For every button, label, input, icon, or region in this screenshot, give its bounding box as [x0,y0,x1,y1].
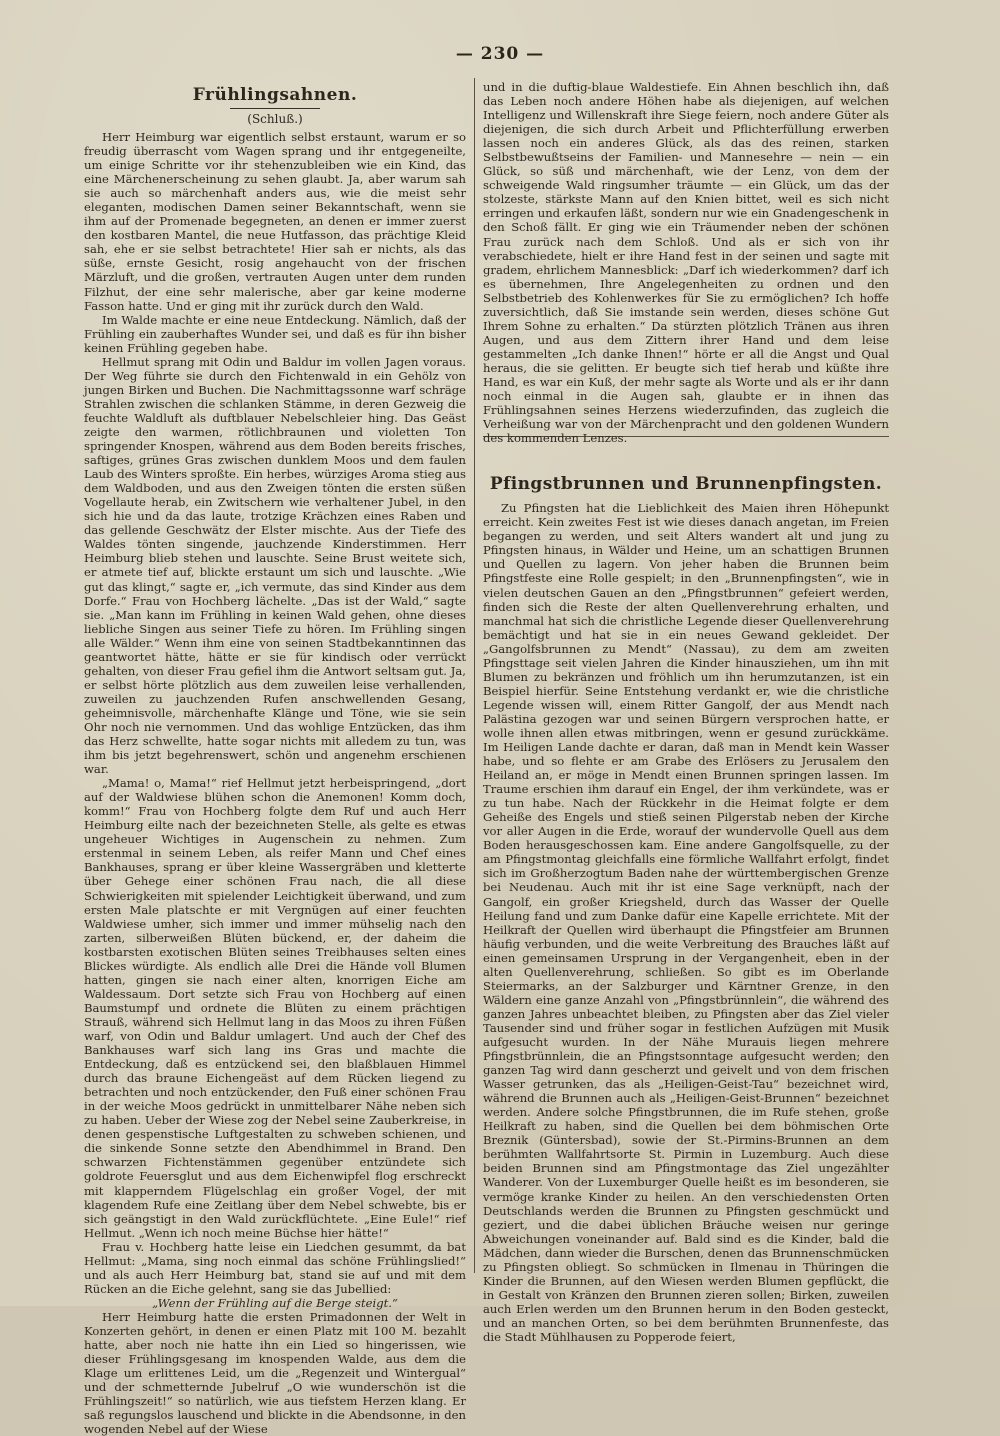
page-number: — 230 — [455,44,545,64]
paragraph-continuation: und in die duftig-blaue Waldestiefe. Ein Ahnen beschlich ihn, daß das Leben noch andere Höhen habe als diejenigen, auf welchen Intelligenz und Willenskraft ihre Siege feiern, noch andere Güter als diejenigen, die sich durch Arbeit und Pflichterfüllung erwerben lassen noch ein anderes Glück, als das des reinen, starken Selbstbewußtseins der Familien- und Mannesehre — nein — ein Glück, so süß und märchenhaft, wie der Lenz, von dem der schweigende Wald ringsumher träumte — ein Glück, um das der stolzeste, stärkste Mann auf den Knien bittet, weil es sich nicht erringen und erkaufen läßt, sondern nur wie ein Gnadengeschenk in den Schoß fällt. Er ging wie ein Träumender neben der schönen Frau zurück nach dem Schloß. Und als er sich von ihr verabschiedete, hielt er ihre Hand fest in der seinen und sagte mit gradem, ehrlichem Mannesblick: „Darf ich wiederkommen? darf ich es übernehmen, Ihre Angelegenheiten zu ordnen und den Selbstbetrieb des Kohlenwerkes für Sie zu ermöglichen? Ich hoffe zuversichtlich, daß Sie imstande sein werden, dieses schöne Gut Ihrem Sohne zu erhalten.“ Da stürzten plötzlich Tränen aus ihren Augen, und aus dem Zittern ihrer Hand und dem leise gestammelten „Ich danke Ihnen!“ hörte er all die Angst und Qual heraus, die sie gelitten. Er beugte sich tief herab und küßte ihre Hand, es war ein Kuß, der mehr sagte als Worte und als er ihr dann noch einmal in die Augen sah, glaubte er in ihnen das Frühlingsahnen seines Herzens wiederzufinden, das zugleich die Verheißung war von der Märchenpracht und den goldenen Wundern des kommenden Lenzes. [483,80,889,446]
song-verse: „Wenn der Frühling auf die Berge steigt.“ [152,1295,398,1310]
paragraph: Im Walde machte er eine neue Entdeckung. Nämlich, daß der Frühling ein zauberhaftes Wunder sei, und daß es für ihn bisher keinen Frühling gegeben habe. [84,312,466,355]
paragraph: Herr Heimburg war eigentlich selbst erstaunt, warum er so freudig überrascht vom Wagen sprang und ihr entgegeneilte, um einige Schritte vor ihr stehenzubleiben wie ein Kind, das eine Märchenerscheinung zu sehen glaubt. Ja, aber warum sah sie auch so märchenhaft anders aus, wie die meist sehr eleganten, modischen Damen seiner Bekanntschaft, wenn sie ihm auf der Promenade begegneten, an denen er immer zuerst den kostbaren Mantel, die neue Hutfasson, das prächtige Kleid sah, ehe er sie selbst betrachtete! Hier sah er nichts, als das süße, ernste Gesicht, rosig angehaucht von der frischen Märzluft, und die großen, vertrauten Augen unter dem runden Filzhut, der eine sehr malerische, aber gar keine moderne Fasson hatte. Und er ging mit ihr zurück durch den Wald. [84,130,466,313]
right-column [483,80,889,1344]
article-subtitle: (Schluß.) [247,112,303,126]
paragraph: Zu Pfingsten hat die Lieblichkeit des Maien ihren Höhepunkt erreicht. Kein zweites Fest ist wie dieses danach angetan, im Freien begangen zu werden, und seit Alters wandert alt und jung zu Pfingsten hinaus, in Wälder und Heine, um an schattigen Brunnen und Quellen zu lagern. Von jeher haben die Brunnen beim Pfingstfeste eine Rolle gespielt; in den „Brunnenpfingsten“, wie in vielen deutschen Gauen an den „Pfingstbrunnen“ gefeiert werden, finden sich die Reste der alten Quellenverehrung erhalten, und manchmal hat sich die christliche Legende dieser Quellenverehrung bemächtigt und hat sie in ein neues Gewand gekleidet. Der „Gangolfsbrunnen zu Mendt“ (Nassau), zu dem am zweiten Pfingsttage seit vielen Jahren die Kinder hinausziehen, um ihn mit Blumen zu bekränzen und fröhlich um ihn herumzutanzen, ist ein Beispiel hierfür. Seine Entstehung verdankt er, wie die christliche Legende wissen will, einem Ritter Gangolf, der aus Mendt nach Palästina gezogen war und seinen Bürgern versprochen hatte, er wolle ihnen allen etwas mitbringen, wenn er gesund zurückkäme. Im Heiligen Lande dachte er daran, daß man in Mendt kein Wasser habe, und so flehte er am Grabe des Erlösers zu Jerusalem den Heiland an, er möge in Mendt einen Brunnen springen lassen. Im Traume erschien ihm darauf ein Engel, der ihm verkündete, was er zu tun habe. Nach der Rückkehr in die Heimat folgte er dem Geheiße des Engels und stieß seinen Pilgerstab neben der Kirche vor aller Augen in die Erde, worauf der wundervolle Quell aus dem Boden herausgeschossen kam. Eine andere Gangolfsquelle, zu der am Pfingstmontag gleichfalls eine förmliche Wallfahrt erfolgt, findet sich im Großherzogtum Baden nahe der württembergischen Grenze bei Neudenau. Auch mit ihr ist eine Sage verknüpft, nach der Gangolf, ein großer Kriegsheld, durch das Wasser der Quelle Heilung fand und zum Danke dafür eine Kapelle errichtete. Mit der Heilkraft der Quellen wird überhaupt die Pfingstfeier am Brunnen häufig verbunden, und die weite Verbreitung des Brauches läßt auf einen gemeinsamen Ursprung in der Vergangenheit, eben in der alten Quellenverehrung, schließen. So gibt es im Oberlande Steiermarks, an der Salzburger und Kärntner Grenze, in den Wäldern eine ganze Anzahl von „Pfingstbrünnlein“, die während des ganzen Jahres unbeachtet bleiben, zu Pfingsten aber das Ziel vieler Tausender sind und früher sogar in festlichen Aufzügen mit Musik aufgesucht wurden. In der Nähe Murauis liegen mehrere Pfingstbrünnlein, die an Pfingstsonntage aufgesucht werden; den ganzen Tag wird dann gescherzt und geivelt und von dem frischen Wasser getrunken, das als „Heiligen-Geist-Tau“ bezeichnet wird, während die Brunnen auch als „Heiligen-Geist-Brunnen“ bezeichnet werden. Andere solche Pfingstbrunnen, die im Rufe stehen, große Heilkraft zu haben, sind die Quellen bei dem böhmischen Orte Breznik (Güntersbad), sowie der St.-Pirmins-Brunnen an dem berühmten Wallfahrtsorte St. Pirmin in Luzemburg. Auch diese beiden Brunnen sind am Pfingstmontage das Ziel ungezählter Wanderer. Von der Luxemburger Quelle heißt es im besonderen, sie vermöge kranke Kinder zu heilen. An den verschiedensten Orten Deutschlands werden die Brunnen zu Pfingsten geschmückt und geziert, und die dabei üblichen Bräuche weisen nur geringe Abweichungen voneinander auf. Bald sind es die Kinder, bald die Mädchen, dann wieder die Burschen, denen das Brunnenschmücken zu Pfingsten obliegt. So schmücken in Ilmenau in Thüringen die Kinder die Brunnen, auf den Wiesen werden Blumen gepflückt, die in Gestalt von Kränzen den Brunnen zieren sollen; Birken, zuweilen auch Erlen werden um den Brunnen herum in den Boden gesteckt, und an manchen Orten, so bei dem berühmten Brunnenfeste, das die Stadt Mühlhausen zu Popperode feiert, [483,501,889,1344]
spacer [483,445,889,469]
column-divider [474,78,475,1273]
paragraph: Frau v. Hochberg hatte leise ein Liedchen gesummt, da bat Hellmut: „Mama, sing noch einmal das schöne Frühlingslied!“ und als auch Herr Heimburg bat, stand sie auf und mit dem Rücken an die Eiche gelehnt, sang sie das Jubellied: [84,1239,466,1296]
left-column [84,80,466,1436]
paragraph: „Mama! o, Mama!“ rief Hellmut jetzt herbeispringend, „dort auf der Waldwiese blühen schon die Anemonen! Komm doch, komm!“ Frau von Hochberg folgte dem Ruf und auch Herr Heimburg eilte nach der bezeichneten Stelle, als gelte es etwas ungeheuer Wichtiges in Augenschein zu nehmen. Zum erstenmal in seinem Leben, als reifer Mann und Chef eines Bankhauses, sprang er über kleine Wassergräben und kletterte über Gehege einer schönen Frau nach, die all diese Schwierigkeiten mit spielender Leichtigkeit überwand, und zum ersten Male platschte er mit Vergnügen auf einer feuchten Waldwiese umher, sich immer und immer mühselig nach den zarten, silberweißen Blüten bückend, er, der daheim die kostbarsten exotischen Blüten seines Treibhauses selten eines Blickes würdigte. Als endlich alle Drei die Hände voll Blumen hatten, gingen sie nach einer alten, knorrigen Eiche am Waldessaum. Dort setzte sich Frau von Hochberg auf einen Baumstumpf und ordnete die Blüten zu einem prächtigen Strauß, während sich Hellmut lang in das Moos zu ihren Füßen warf, von Odin und Baldur umlagert. Und auch der Chef des Bankhauses warf sich lang ins Gras und machte die Entdeckung, daß es entzückend sei, den blaßblauen Himmel durch das braune Eichengeäst auf dem Rücken liegend zu betrachten und noch entzückender, den Fuß einer schönen Frau in der weiche Moos gedrückt in unmittelbarer Nähe neben sich zu haben. Ueber der Wiese zog der Nebel seine Zauberkreise, in denen gespenstische Luftgestalten zu schweben schienen, und die sinkende Sonne setzte den Abendhimmel in Brand. Den schwarzen Fichtenstämmen gegenüber entzündete sich goldrote Feuersglut und aus dem Eichenwipfel flog erschreckt mit klapperndem Flügelschlag ein großer Vogel, der mit klagendem Rufe eine Zeitlang über dem Nebel schwebte, bis er sich geängstigt in den Wald zurückflüchtete. „Eine Eule!“ rief Hellmut. „Wenn ich noch meine Büchse hier hätte!“ [84,776,466,1240]
article-title-2: Pfingstbrunnen und Brunnenpfingsten. [489,474,883,495]
article-title: Frühlingsahnen. [192,85,358,105]
paragraph: Hellmut sprang mit Odin und Baldur im vollen Jagen voraus. Der Weg führte sie durch den Fichtenwald in ein Gehölz von jungen Birken und Buchen. Die Nachmittagssonne warf schräge Strahlen zwischen die schlanken Stämme, in deren Gezweig die feuchte Waldluft als duftblauer Nebelschleier hing. Das Geäst zeigte den warmen, rötlichbraunen und violetten Ton springender Knospen, während aus dem Boden bereits frisches, saftiges, grünes Gras zwischen dunklem Moos und dem faulen Laub des Winters sproßte. Ein herbes, würziges Aroma stieg aus dem Waldboden, und aus den Zweigen tönten die ersten süßen Vogellaute herab, ein Zwitschern wie verhaltener Jubel, in den sich hie und da das laute, trotzige Krächzen eines Raben und das gellende Geschwätz der Elster mischte. Aus der Tiefe des Waldes tönten singende, jauchzende Kinderstimmen. Herr Heimburg blieb stehen und lauschte. Seine Brust weitete sich, er atmete tief auf, blickte erstaunt um sich und lauschte. „Wie gut das klingt,“ sagte er, „ich vermute, das sind Kinder aus dem Dorfe.“ Frau von Hochberg lächelte. „Das ist der Wald,“ sagte sie. „Man kann im Frühling in keinen Wald gehen, ohne dieses liebliche Singen aus seiner Tiefe zu hören. Im Frühling singen alle Wälder.“ Wenn ihm eine von seinen Stadtbekanntinnen das geantwortet hätte, hätte er sie für kindisch oder verrückt gehalten, von dieser Frau gefiel ihm die Antwort seltsam gut. Ja, er selbst hörte plötzlich aus dem zuweilen leise verhallenden, zuweilen zu jauchzenden Rufen anschwellenden Gesang, geheimnisvolle, märchenhafte Klänge und Töne, wie sie sein Ohr noch nie vernommen. Und das wohlige Entzücken, das ihm das Herz schwellte, hatte sogar nichts mit alledem zu tun, was ihm bis jetzt begehrenswert, schön und angenehm erschienen war. [84,354,466,777]
paragraph: Herr Heimburg hatte die ersten Primadonnen der Welt in Konzerten gehört, in denen er einen Platz mit 100 M. bezahlt hatte, aber noch nie hatte ihn ein Lied so hingerissen, wie dieser Frühlingsgesang im knospenden Walde, aus dem die Klage um erlittenes Leid, um die „Regenzeit und Wintergual“ und der schmetternde Jubelruf „O wie wunderschön ist die Frühlingszeit!“ so natürlich, wie aus tiefstem Herzen klang. Er saß regungslos lauschend und blickte in die Abendsonne, in den wogenden Nebel auf der Wiese [84,1309,466,1436]
title-underline [230,108,320,109]
